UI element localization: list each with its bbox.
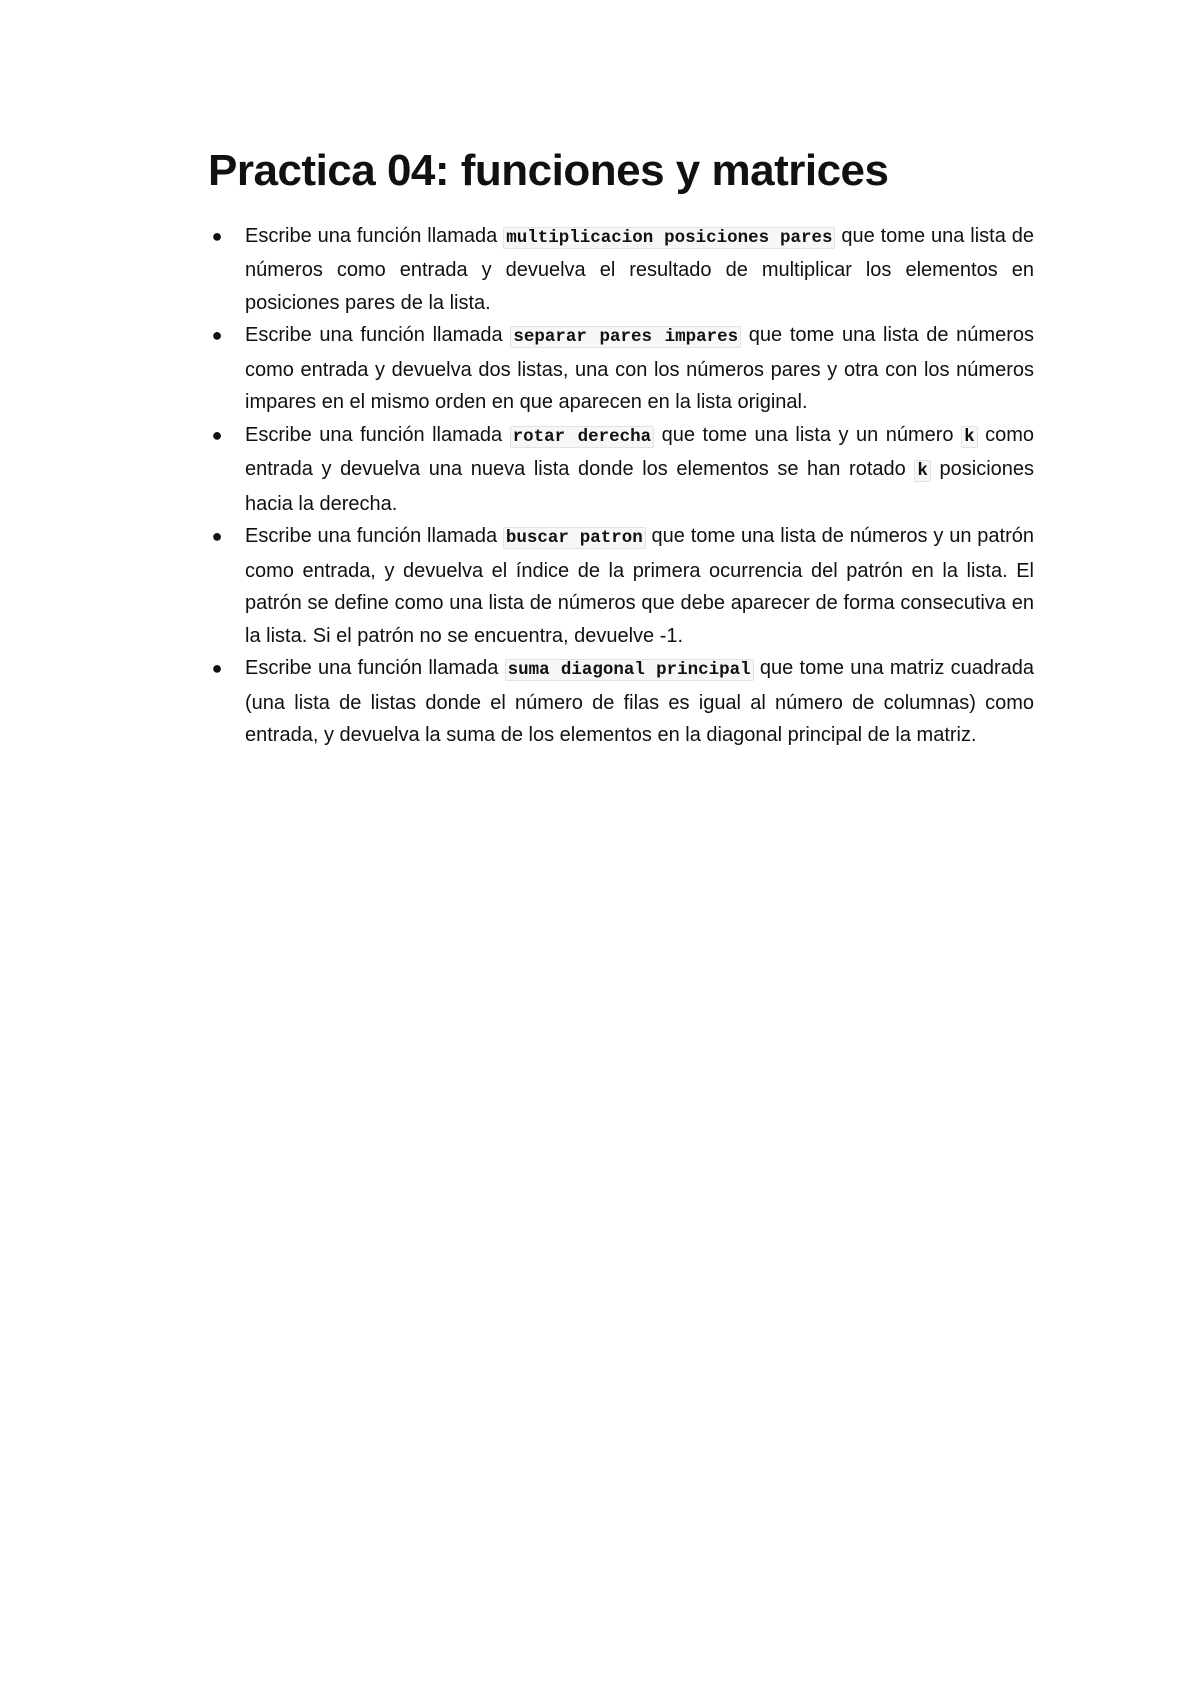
item-text: Escribe una función llamada [245, 525, 503, 548]
list-item [208, 520, 1034, 652]
item-text: como entrada y devuelva una nueva lista donde los elementos se han rotado [245, 423, 1034, 481]
list-item [208, 652, 1034, 752]
bullet-icon: ● [211, 424, 223, 445]
function-name: separar pares impares [510, 326, 741, 348]
item-text: que tome una lista de números como entrada y devuelva el resultado de multiplicar los elementos en posiciones pares de la lista. [245, 224, 1034, 314]
parameter-name: k [914, 460, 931, 482]
item-text: que tome una matriz cuadrada (una lista de listas donde el número de filas es igual al número de columnas) como entrada, y devuelva la suma de los elementos en la diagonal principal de la matriz. [245, 657, 1034, 747]
bullet-icon: ● [211, 225, 223, 246]
bullet-icon: ● [211, 658, 223, 679]
function-name: buscar patron [503, 527, 646, 549]
item-text: Escribe una función llamada [245, 224, 504, 247]
item-text: Escribe una función llamada [245, 423, 510, 446]
list-item [208, 319, 1034, 419]
task-list [208, 220, 1034, 752]
function-name: suma diagonal principal [505, 659, 754, 681]
document-page [208, 145, 1034, 752]
parameter-name: k [961, 426, 978, 448]
list-item [208, 220, 1034, 320]
list-item [208, 419, 1034, 521]
item-text: posiciones hacia la derecha. [245, 458, 1035, 515]
item-text: Escribe una función llamada [245, 657, 505, 680]
document-title: Practica 04: funciones y matrices [208, 146, 889, 195]
item-text: que tome una lista de números y un patrón como entrada, y devuelva el índice de la primera ocurrencia del patrón en la lista. El patrón se define como una lista de números que debe aparecer de forma consecutiva en la lista. Si el patrón no se encuentra, devuelve -1. [245, 525, 1034, 647]
function-name: multiplicacion posiciones pares [503, 227, 835, 249]
bullet-icon: ● [211, 526, 223, 547]
item-text: que tome una lista de números como entrada y devuelva dos listas, una con los números pares y otra con los números impares en el mismo orden en que aparecen en la lista original. [245, 324, 1034, 414]
item-text: que tome una lista y un número [654, 423, 962, 446]
item-text: Escribe una función llamada [245, 324, 511, 347]
function-name: rotar derecha [510, 426, 654, 448]
bullet-icon: ● [211, 325, 223, 346]
